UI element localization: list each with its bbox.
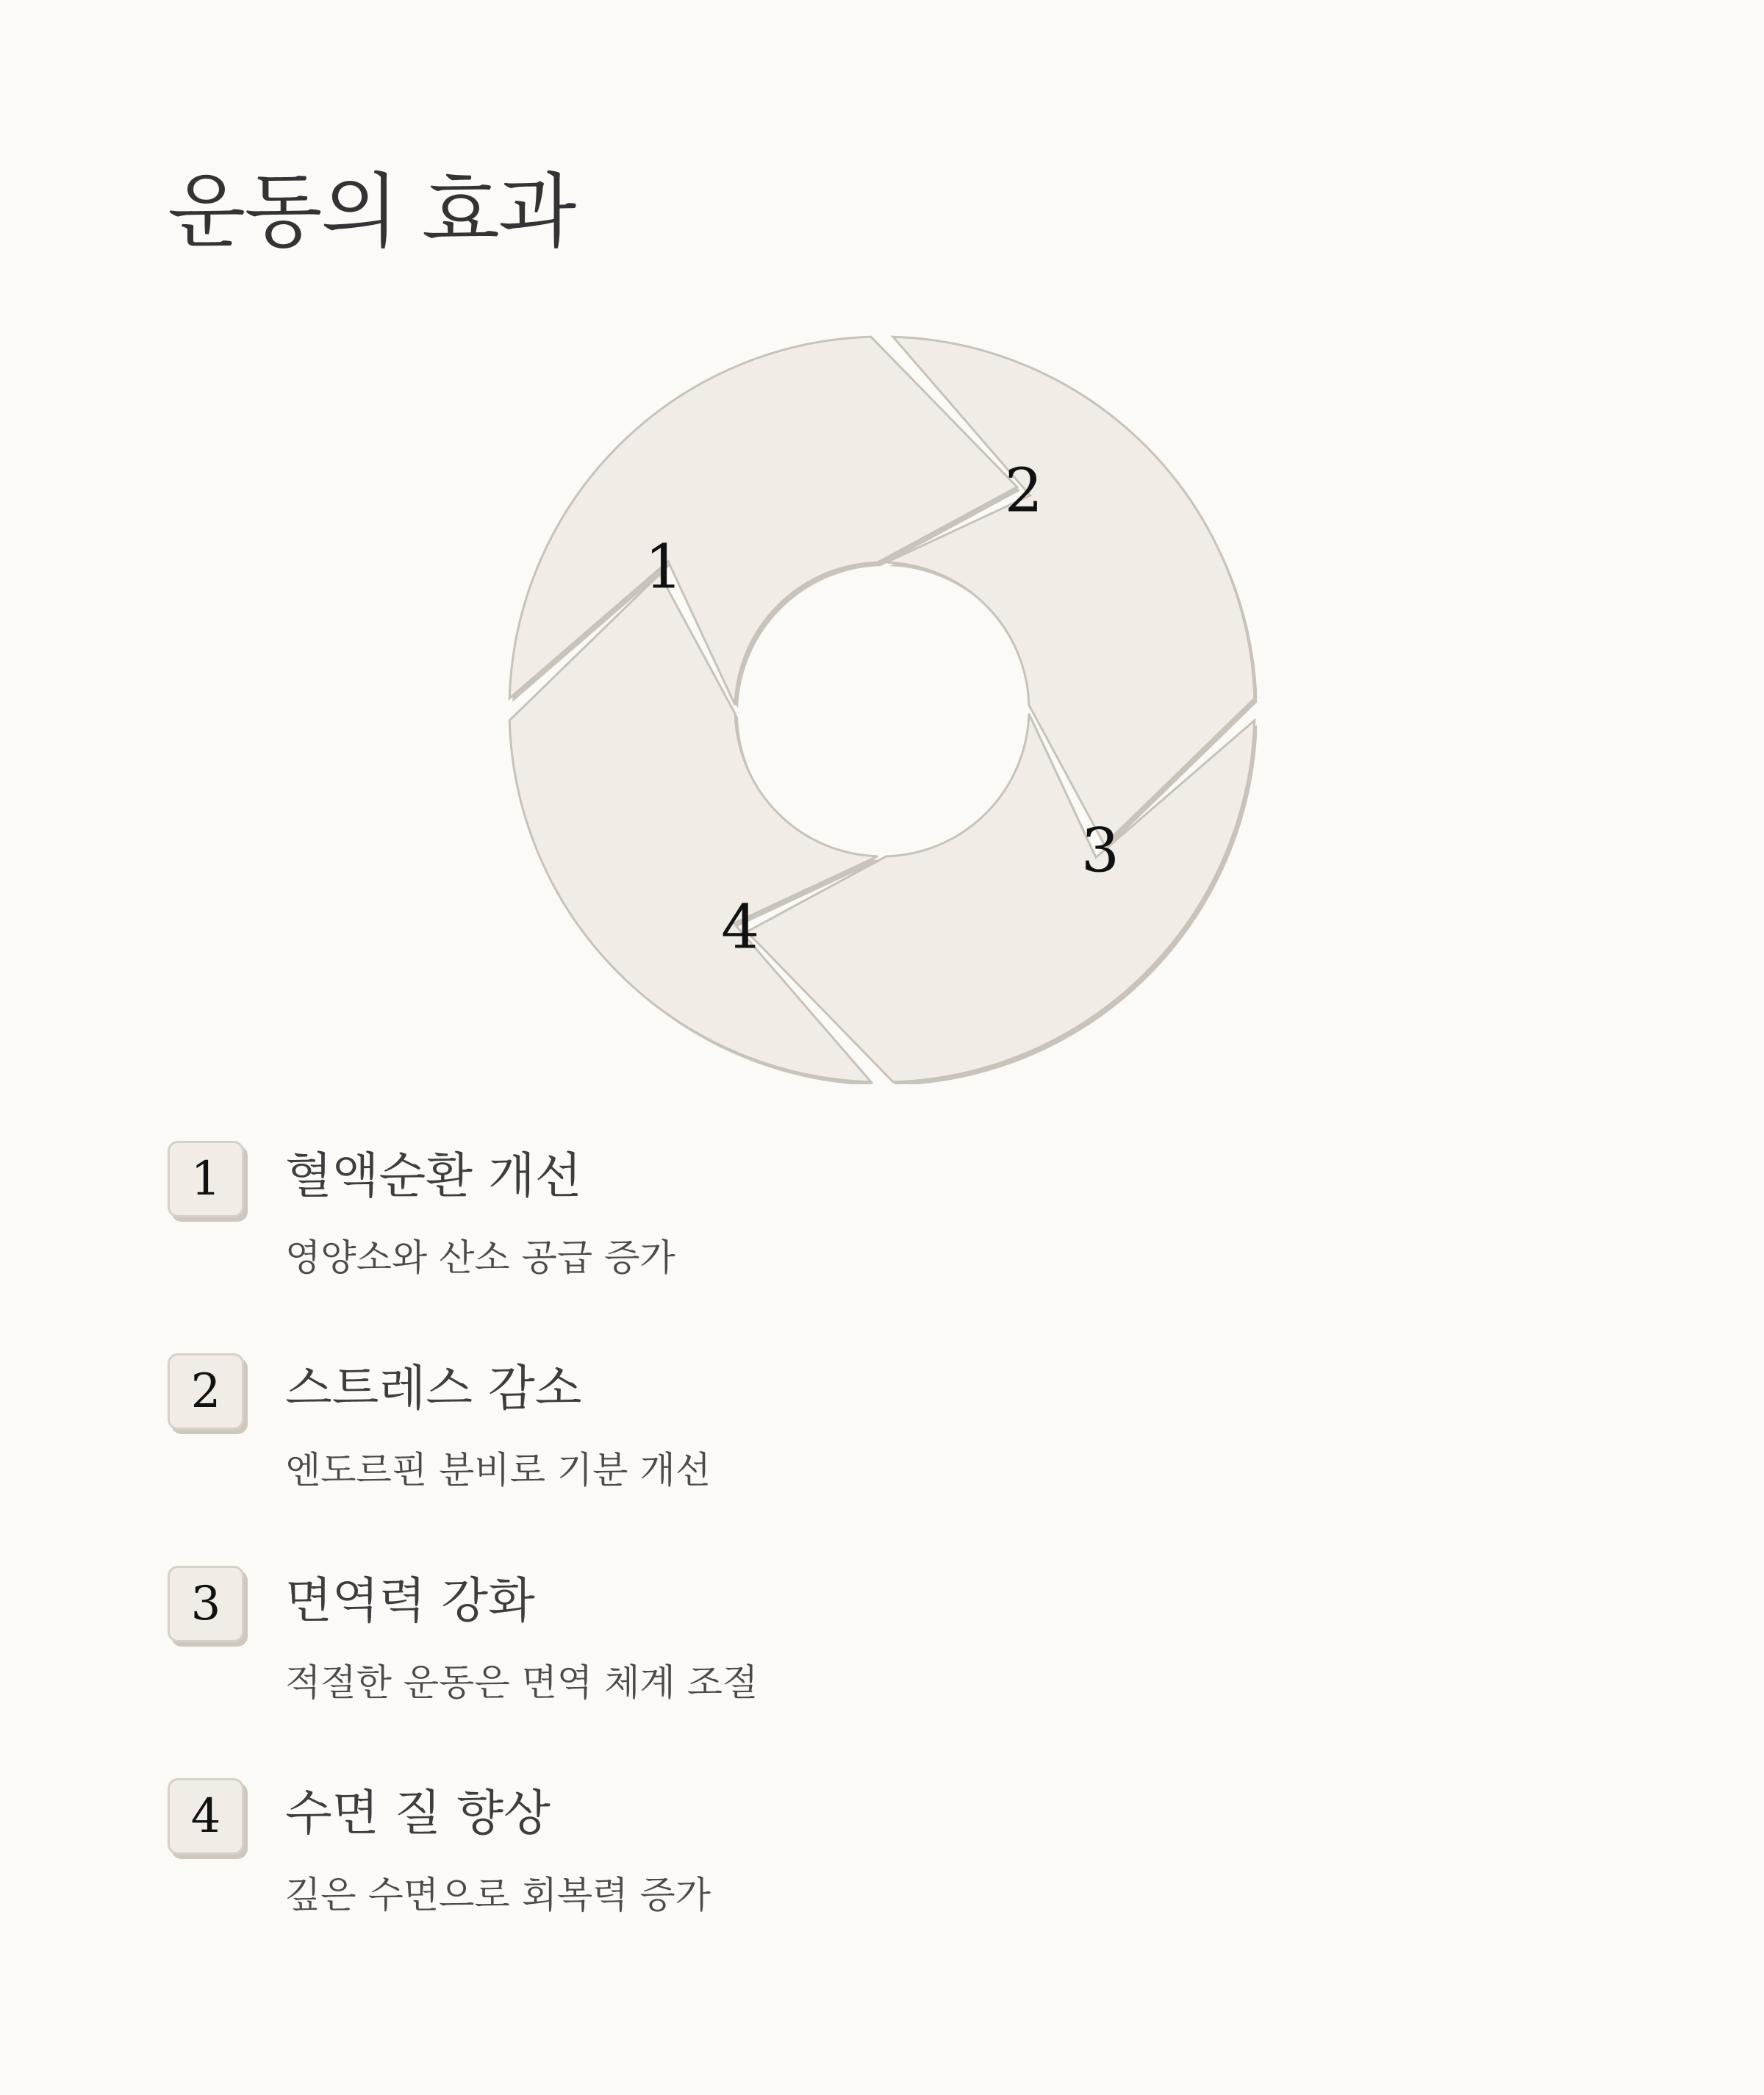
item-description-4: 깊은 수면으로 회복력 증가 [285,1874,711,1916]
number-badge-2: 2 [168,1353,244,1430]
list-item-2 [168,1353,1197,1500]
number-badge-3: 3 [168,1566,244,1642]
cycle-segment-label-1: 1 [645,532,684,603]
item-title-2: 스트레스 감소 [285,1360,582,1417]
number-badge-1: 1 [168,1141,244,1217]
list-item-4 [168,1778,1197,1925]
item-title-3: 면역력 강화 [285,1572,535,1629]
list-item-1 [168,1141,1197,1288]
cycle-segments [509,337,1255,1082]
cycle-segment-label-4: 4 [721,892,760,963]
item-description-2: 엔도르핀 분비로 기분 개선 [285,1449,711,1491]
list-item-3 [168,1566,1197,1713]
number-badge-4: 4 [168,1778,244,1855]
cycle-segment-label-3: 3 [1080,816,1119,887]
cycle-segment-label-2: 2 [1004,456,1043,526]
page-title: 운동의 효과 [168,165,576,259]
item-title-1: 혈액순환 개선 [285,1147,582,1204]
item-description-1: 영양소와 산소 공급 증가 [285,1236,675,1279]
item-description-3: 적절한 운동은 면역 체계 조절 [285,1661,759,1704]
item-title-4: 수면 질 향상 [285,1785,551,1841]
cycle-diagram [507,334,1257,1084]
